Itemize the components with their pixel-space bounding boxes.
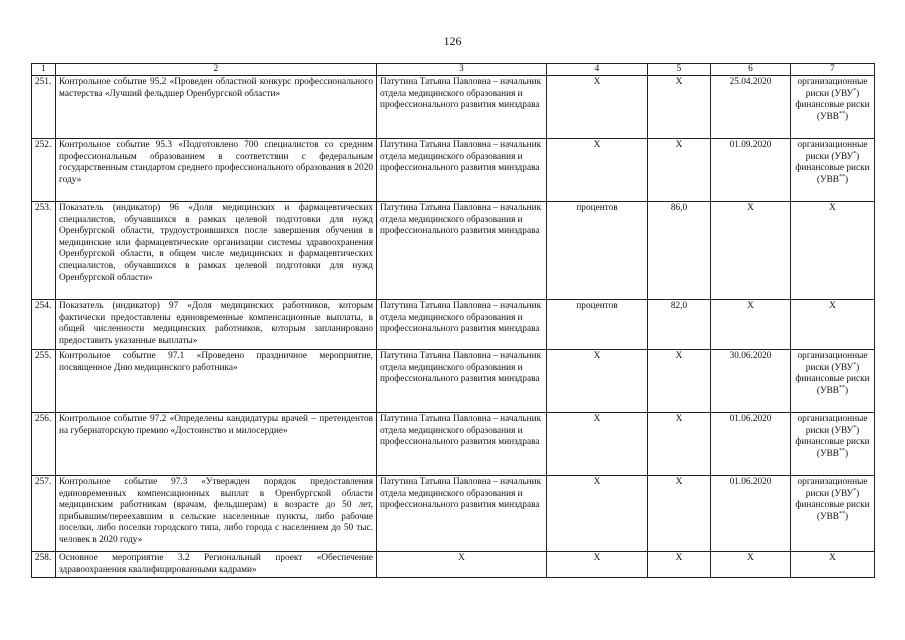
footnote-mark: ** xyxy=(838,447,845,454)
row-number: 258. xyxy=(32,552,56,578)
row-description: Контрольное событие 95.2 «Проведен областной конкурс профессионального мастерства «Лучший фельдшер Оренбургской области» xyxy=(56,76,377,139)
row-unit: процентов xyxy=(547,202,648,300)
risk-text: организационные риски (УВУ xyxy=(797,140,868,162)
row-unit: X xyxy=(547,476,648,552)
row-unit: X xyxy=(547,552,648,578)
row-date: 01.06.2020 xyxy=(711,476,791,552)
row-date: 01.06.2020 xyxy=(711,413,791,476)
row-value: 86,0 xyxy=(648,202,711,300)
row-responsible: Патутина Татьяна Павловна – начальник отдела медицинского образования и профессионального развития минздрава xyxy=(377,202,547,300)
row-description: Показатель (индикатор) 97 «Доля медицинских работников, которым фактически предоставлены единовременные компенсационные выплаты, в общей численности медицинских работников, которым запланировано предоставить указанные выплаты» xyxy=(56,300,377,350)
table-row xyxy=(32,413,875,476)
table-row xyxy=(32,350,875,413)
row-risks xyxy=(791,413,875,476)
row-description: Основное мероприятие 3.2 Региональный проект «Обеспечение здравоохранения квалифицированными кадрами» xyxy=(56,552,377,578)
risk-text: ) xyxy=(844,511,849,522)
row-unit: процентов xyxy=(547,300,648,350)
table-header-row xyxy=(32,64,875,76)
risk-text: организационные риски (УВУ xyxy=(797,477,868,499)
footnote-mark: * xyxy=(853,87,857,94)
row-number: 253. xyxy=(32,202,56,300)
row-responsible: Патутина Татьяна Павловна – начальник отдела медицинского образования и профессионального развития минздрава xyxy=(377,300,547,350)
row-value: X xyxy=(648,476,711,552)
risk-text: организационные риски (УВУ xyxy=(797,414,868,436)
row-value: X xyxy=(648,350,711,413)
footnote-mark: ** xyxy=(838,110,845,117)
risk-text: ) финансовые риски (УВВ xyxy=(795,425,870,459)
row-number: 252. xyxy=(32,139,56,202)
row-risks xyxy=(791,139,875,202)
row-number: 257. xyxy=(32,476,56,552)
header-cell: 3 xyxy=(377,64,547,76)
table-row xyxy=(32,202,875,300)
table-row xyxy=(32,76,875,139)
row-value: X xyxy=(648,413,711,476)
row-number: 254. xyxy=(32,300,56,350)
events-table xyxy=(31,63,875,578)
row-responsible: Патутина Татьяна Павловна – начальник отдела медицинского образования и профессионального развития минздрава xyxy=(377,76,547,139)
table-row xyxy=(32,139,875,202)
row-description: Показатель (индикатор) 96 «Доля медицинских и фармацевтических специалистов, обучавшихся в рамках целевой подготовки для нужд Оренбургской области, трудоустроившихся после завершения обучения в медицинские или фармацевтические организации системы здравоохранения Оренбургской области, в общем числе медицинских и фармацевтических специалистов, обучавшихся в рамках целевой подготовки для нужд Оренбургской области» xyxy=(56,202,377,300)
row-risks: X xyxy=(791,552,875,578)
row-responsible: X xyxy=(377,552,547,578)
footnote-mark: ** xyxy=(838,510,845,517)
row-number: 251. xyxy=(32,76,56,139)
row-number: 256. xyxy=(32,413,56,476)
risk-text: ) xyxy=(844,174,849,185)
header-cell: 4 xyxy=(547,64,648,76)
row-responsible: Патутина Татьяна Павловна – начальник отдела медицинского образования и профессионального развития минздрава xyxy=(377,413,547,476)
row-date: X xyxy=(711,552,791,578)
header-cell: 6 xyxy=(711,64,791,76)
footnote-mark: * xyxy=(853,361,857,368)
risk-text: организационные риски (УВУ xyxy=(797,77,868,99)
table-row xyxy=(32,476,875,552)
risk-text: ) финансовые риски (УВВ xyxy=(795,151,870,185)
row-value: X xyxy=(648,139,711,202)
row-value: X xyxy=(648,76,711,139)
row-risks xyxy=(791,350,875,413)
row-description: Контрольное событие 95.3 «Подготовлено 700 специалистов со средним профессиональным образованием в соответствии с федеральным государственным стандартом среднего профессионального образования в 2020 году» xyxy=(56,139,377,202)
footnote-mark: * xyxy=(853,150,857,157)
footnote-mark: * xyxy=(853,424,857,431)
header-cell: 2 xyxy=(56,64,377,76)
row-unit: X xyxy=(547,76,648,139)
risk-text: ) xyxy=(844,448,849,459)
row-date: X xyxy=(711,300,791,350)
risk-text: ) xyxy=(844,385,849,396)
row-responsible: Патутина Татьяна Павловна – начальник отдела медицинского образования и профессионального развития минздрава xyxy=(377,139,547,202)
header-cell: 5 xyxy=(648,64,711,76)
row-date: 25.04.2020 xyxy=(711,76,791,139)
risk-text: ) xyxy=(844,111,849,122)
row-risks xyxy=(791,76,875,139)
row-responsible: Патутина Татьяна Павловна – начальник отдела медицинского образования и профессионального развития минздрава xyxy=(377,476,547,552)
row-risks xyxy=(791,476,875,552)
header-cell: 1 xyxy=(32,64,56,76)
row-description: Контрольное событие 97.2 «Определены кандидатуры врачей – претендентов на губернаторскую премию «Достоинство и милосердие» xyxy=(56,413,377,476)
footnote-mark: ** xyxy=(838,384,845,391)
row-date: X xyxy=(711,202,791,300)
row-value: X xyxy=(648,552,711,578)
risk-text: ) финансовые риски (УВВ xyxy=(795,362,870,396)
row-value: 82,0 xyxy=(648,300,711,350)
footnote-mark: ** xyxy=(838,173,845,180)
risk-text: организационные риски (УВУ xyxy=(797,351,868,373)
row-risks: X xyxy=(791,300,875,350)
row-number: 255. xyxy=(32,350,56,413)
row-description: Контрольное событие 97.1 «Проведено праздничное мероприятие, посвященное Дню медицинского работника» xyxy=(56,350,377,413)
row-unit: X xyxy=(547,139,648,202)
footnote-mark: * xyxy=(853,487,857,494)
row-description: Контрольное событие 97.3 «Утвержден порядок предоставления единовременных компенсационных выплат в Оренбургской области медицинским работникам (врачам, фельдшерам) в возрасте до 50 лет, прибывшим/переехавшим в сельские населенные пункты, либо рабочие поселки, либо поселки городского типа, либо города с населением до 50 тыс. человек в 2020 году» xyxy=(56,476,377,552)
row-unit: X xyxy=(547,413,648,476)
row-unit: X xyxy=(547,350,648,413)
risk-text: ) финансовые риски (УВВ xyxy=(795,488,870,522)
header-cell: 7 xyxy=(791,64,875,76)
risk-text: ) финансовые риски (УВВ xyxy=(795,88,870,122)
page-number: 126 xyxy=(443,34,462,48)
row-date: 01.09.2020 xyxy=(711,139,791,202)
row-responsible: Патутина Татьяна Павловна – начальник отдела медицинского образования и профессионального развития минздрава xyxy=(377,350,547,413)
table-row xyxy=(32,300,875,350)
table-row xyxy=(32,552,875,578)
row-risks: X xyxy=(791,202,875,300)
row-date: 30.06.2020 xyxy=(711,350,791,413)
